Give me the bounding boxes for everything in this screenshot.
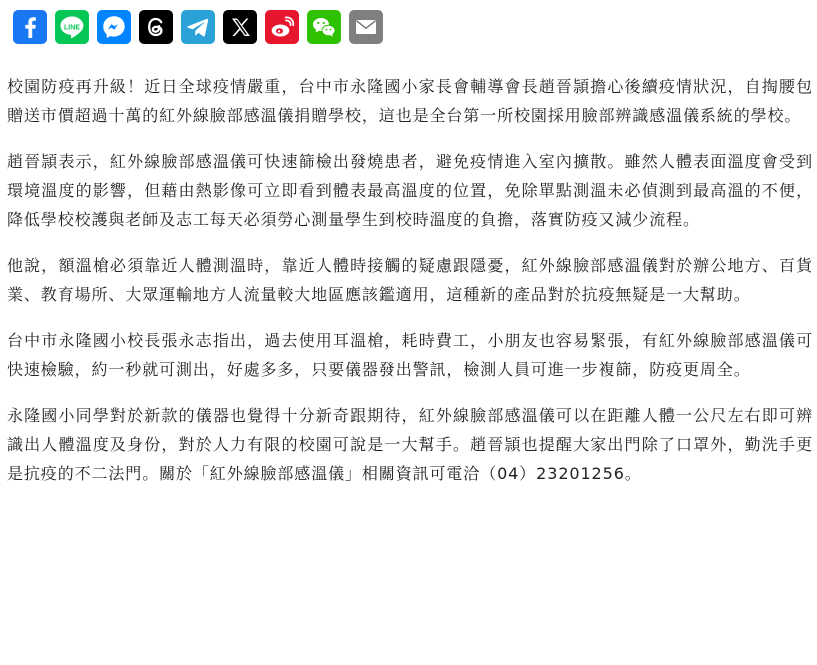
messenger-icon (97, 10, 131, 44)
line-share-button[interactable] (55, 10, 89, 44)
weibo-share-button[interactable] (265, 10, 299, 44)
line-icon (55, 10, 89, 44)
threads-share-button[interactable] (139, 10, 173, 44)
x-share-button[interactable] (223, 10, 257, 44)
article-paragraph: 台中市永隆國小校長張永志指出，過去使用耳溫槍，耗時費工，小朋友也容易緊張，有紅外線臉部感溫儀可快速檢驗，約一秒就可測出，好處多多，只要儀器發出警訊，檢測人員可進一步複篩，防疫更周全。 (7, 331, 813, 379)
wechat-icon (307, 10, 341, 44)
article-paragraph: 他說，額溫槍必須靠近人體測溫時，靠近人體時接觸的疑慮跟隱憂，紅外線臉部感溫儀對於辦公地方、百貨業、教育場所、大眾運輸地方人流量較大地區應該鑑適用，這種新的產品對於抗疫無疑是一大幫助。 (7, 256, 813, 304)
article-paragraph: 永隆國小同學對於新款的儀器也覺得十分新奇跟期待，紅外線臉部感溫儀可以在距離人體一公尺左右即可辨識出人體溫度及身份，對於人力有限的校園可說是一大幫手。趙晉頴也提醒大家出門除了口罩外，勤洗手更是抗疫的不二法門。關於「紅外線臉部感溫儀」相關資訊可電洽（04）23201256。 (7, 406, 813, 483)
article-body (7, 72, 813, 505)
wechat-share-button[interactable] (307, 10, 341, 44)
telegram-share-button[interactable] (181, 10, 215, 44)
messenger-share-button[interactable] (97, 10, 131, 44)
email-share-button[interactable] (349, 10, 383, 44)
email-icon (349, 10, 383, 44)
article-paragraph: 校園防疫再升級！近日全球疫情嚴重，台中市永隆國小家長會輔導會長趙晉頴擔心後續疫情狀況，自掏腰包贈送市價超過十萬的紅外線臉部感溫儀捐贈學校，這也是全台第一所校園採用臉部辨識感溫儀系統的學校。 (7, 77, 813, 125)
share-bar (13, 10, 383, 44)
x-icon (223, 10, 257, 44)
svg-text:LINE: LINE (64, 24, 80, 32)
telegram-icon (181, 10, 215, 44)
weibo-icon (265, 10, 299, 44)
facebook-icon (13, 10, 47, 44)
facebook-share-button[interactable] (13, 10, 47, 44)
threads-icon (139, 10, 173, 44)
article-paragraph: 趙晉頴表示，紅外線臉部感溫儀可快速篩檢出發燒患者，避免疫情進入室內擴散。雖然人體表面溫度會受到環境溫度的影響，但藉由熱影像可立即看到體表最高溫度的位置，免除單點測溫未必偵測到最高溫的不便，降低學校校護與老師及志工每天必須勞心測量學生到校時溫度的負擔，落實防疫又減少流程。 (7, 152, 813, 229)
